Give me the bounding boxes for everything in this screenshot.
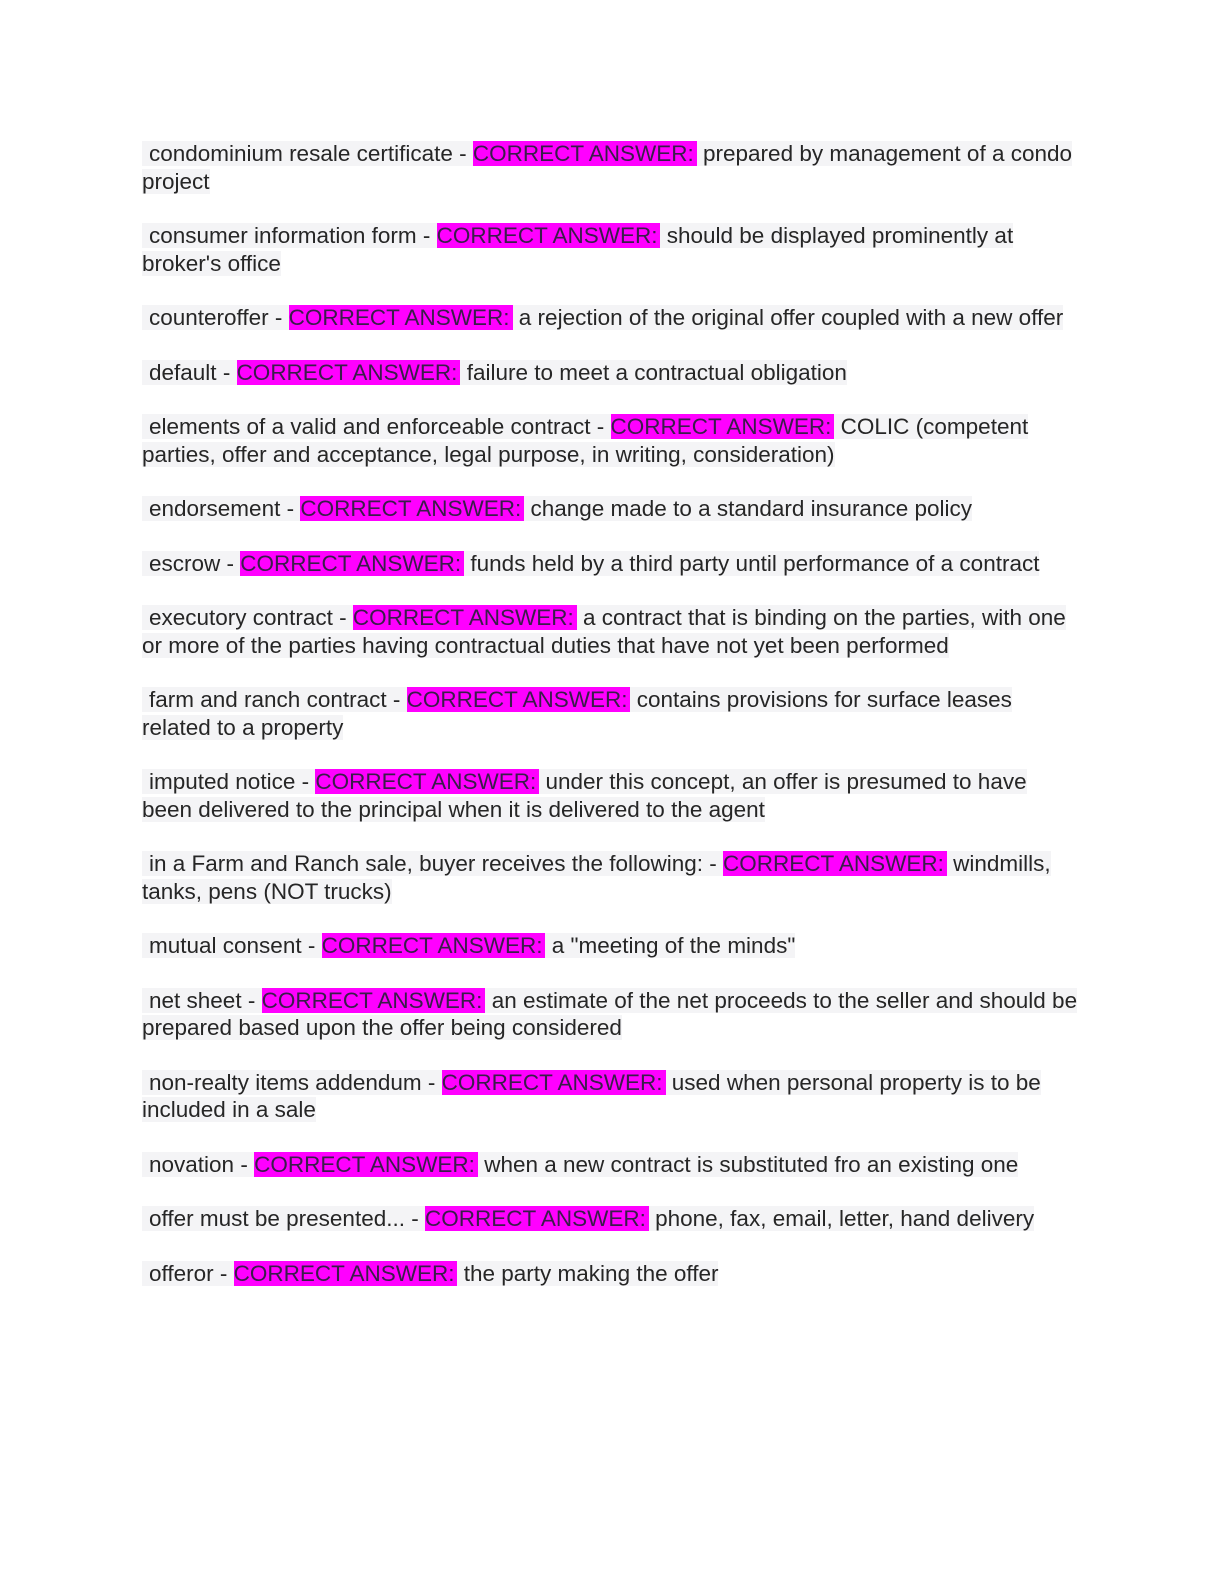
correct-answer-marker: CORRECT ANSWER: [723, 851, 947, 876]
answer-text: an estimate of the net proceeds to the seller and should be prepared based upon the offer being considered [142, 987, 1078, 1040]
separator: - [301, 933, 322, 958]
term-text: offer must be presented... [149, 1206, 405, 1231]
answer-text: a rejection of the original offer coupled with a new offer [518, 305, 1064, 330]
flashcard-entry [142, 932, 1082, 960]
correct-answer-marker: CORRECT ANSWER: [289, 305, 513, 330]
term-text: novation [149, 1151, 235, 1177]
separator: - [213, 1260, 234, 1286]
flashcard-entry [142, 604, 1082, 659]
separator: - [234, 1151, 255, 1177]
separator: - [268, 305, 289, 330]
term-text: net sheet [149, 987, 242, 1013]
term-text: condominium resale certificate [149, 141, 453, 166]
term-text: mutual consent [149, 933, 302, 958]
correct-answer-marker: CORRECT ANSWER: [237, 360, 461, 385]
correct-answer-marker: CORRECT ANSWER: [240, 551, 464, 576]
flashcard-entry [142, 495, 1082, 523]
flashcard-entry [142, 304, 1082, 332]
term-text: counteroffer [149, 305, 269, 330]
answer-text: under this concept, an offer is presumed to have been delivered to the principal when it is delivered to the agent [142, 769, 1027, 822]
correct-answer-marker: CORRECT ANSWER: [262, 988, 486, 1013]
term-text: imputed notice [149, 769, 296, 794]
separator: - [332, 605, 353, 630]
flashcard-entry [142, 359, 1082, 387]
flashcard-entry [142, 413, 1082, 468]
term-text: in a Farm and Ranch sale, buyer receives the following: [149, 851, 704, 876]
term-text: escrow [149, 550, 221, 576]
separator: - [703, 851, 724, 876]
term-text: endorsement [149, 496, 281, 521]
answer-text: change made to a standard insurance policy [530, 496, 972, 521]
answer-text: a contract that is binding on the parties, with one or more of the parties having contractual duties that have not yet been performed [142, 605, 1066, 658]
answer-text: a "meeting of the minds" [551, 933, 796, 958]
answer-text: funds held by a third party until performance of a contract [470, 550, 1040, 576]
answer-text: windmills, tanks, pens (NOT trucks) [142, 851, 1051, 904]
correct-answer-marker: CORRECT ANSWER: [353, 605, 577, 630]
separator: - [295, 769, 316, 794]
term-text: elements of a valid and enforceable contract [149, 414, 591, 439]
flashcard-entry [142, 550, 1082, 578]
term-text: consumer information form [149, 223, 417, 248]
correct-answer-marker: CORRECT ANSWER: [407, 687, 631, 712]
flashcard-entry [142, 987, 1082, 1042]
answer-text: contains provisions for surface leases related to a property [142, 687, 1012, 740]
separator: - [404, 1206, 425, 1231]
separator: - [386, 687, 407, 712]
separator: - [241, 987, 262, 1013]
term-text: executory contract [149, 605, 333, 630]
correct-answer-marker: CORRECT ANSWER: [254, 1152, 478, 1177]
separator: - [220, 550, 241, 576]
term-text: offeror [149, 1260, 214, 1286]
flashcard-entry [142, 222, 1082, 277]
answer-text: prepared by management of a condo project [142, 141, 1073, 194]
answer-text: COLIC (competent parties, offer and acceptance, legal purpose, in writing, consideration) [142, 414, 1029, 467]
separator: - [280, 496, 301, 521]
correct-answer-marker: CORRECT ANSWER: [425, 1206, 649, 1231]
separator: - [416, 223, 437, 248]
answer-text: phone, fax, email, letter, hand delivery [655, 1206, 1035, 1231]
answer-text: used when personal property is to be included in a sale [142, 1069, 1041, 1122]
answer-text: failure to meet a contractual obligation [466, 359, 847, 385]
term-text: default [149, 359, 217, 385]
correct-answer-marker: CORRECT ANSWER: [442, 1070, 666, 1095]
separator: - [452, 141, 473, 166]
correct-answer-marker: CORRECT ANSWER: [611, 414, 835, 439]
correct-answer-marker: CORRECT ANSWER: [322, 933, 546, 958]
flashcard-entry [142, 686, 1082, 741]
flashcard-list [142, 140, 1082, 1314]
flashcard-entry [142, 1069, 1082, 1124]
separator: - [421, 1069, 442, 1095]
flashcard-entry [142, 1205, 1082, 1233]
flashcard-entry [142, 768, 1082, 823]
answer-text: the party making the offer [463, 1260, 719, 1286]
correct-answer-marker: CORRECT ANSWER: [473, 141, 697, 166]
correct-answer-marker: CORRECT ANSWER: [437, 223, 661, 248]
flashcard-entry [142, 850, 1082, 905]
correct-answer-marker: CORRECT ANSWER: [315, 769, 539, 794]
separator: - [216, 359, 237, 385]
flashcard-entry [142, 1151, 1082, 1179]
term-text: farm and ranch contract [149, 687, 387, 712]
separator: - [590, 414, 611, 439]
answer-text: should be displayed prominently at broker's office [142, 223, 1014, 276]
term-text: non-realty items addendum [149, 1069, 422, 1095]
correct-answer-marker: CORRECT ANSWER: [300, 496, 524, 521]
flashcard-entry [142, 140, 1082, 195]
correct-answer-marker: CORRECT ANSWER: [234, 1261, 458, 1286]
flashcard-entry [142, 1260, 1082, 1288]
answer-text: when a new contract is substituted fro an existing one [484, 1151, 1019, 1177]
